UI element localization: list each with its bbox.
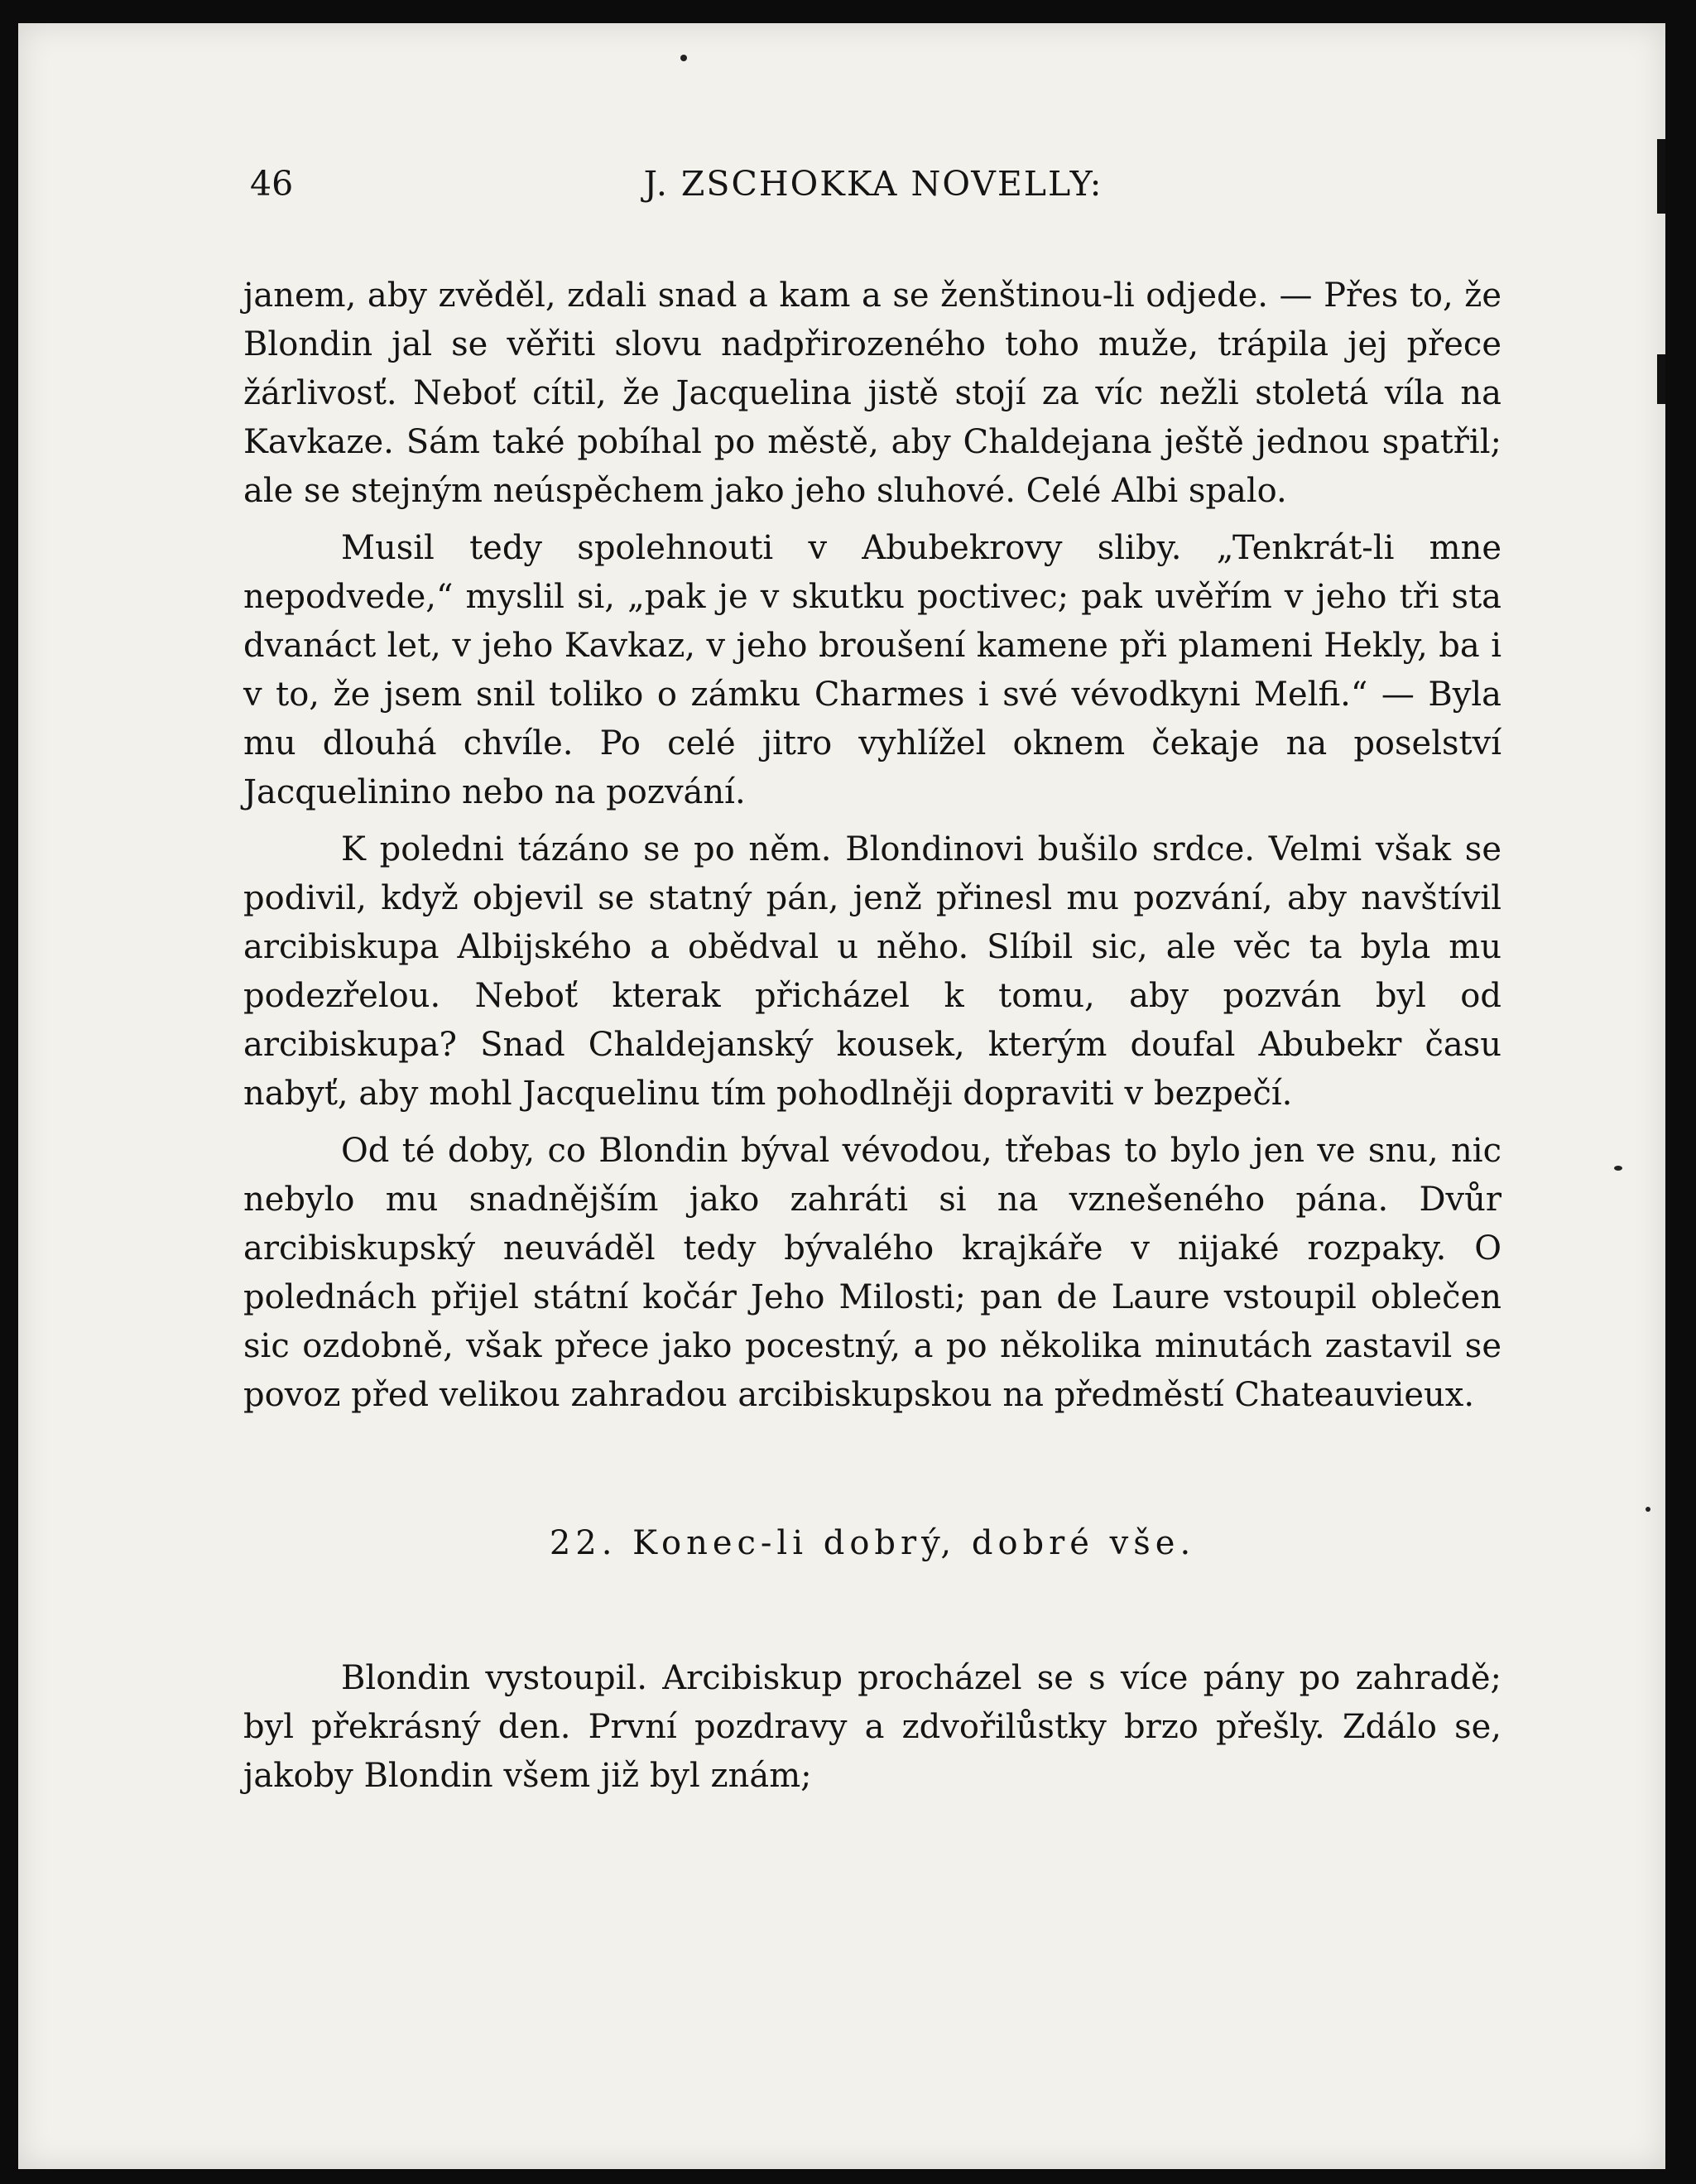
running-title: J. ZSCHOKKA NOVELLY:: [643, 164, 1103, 204]
paragraph: K poledni tázáno se po něm. Blondinovi bušilo srdce. Velmi však se podivil, když objevil se statný pán, jenž přinesl mu pozvání, aby navštívil arcibiskupa Albijského a obědval u něho. Slíbil sic, ale věc ta byla mu podezřelou. Neboť kterak přicházel k tomu, aby pozván byl od arcibiskupa? Snad Chaldejanský kousek, kterým doufal Abubekr času nabyť, aby mohl Jacquelinu tím pohodlněji dopraviti v bezpečí.: [243, 830, 1501, 1113]
print-speck: [680, 55, 687, 61]
book-page: [18, 23, 1665, 2169]
print-speck: [1614, 1166, 1622, 1171]
paragraph: Od té doby, co Blondin býval vévodou, třebas to bylo jen ve snu, nic nebylo mu snadnějším jako zahráti si na vznešeného pána. Dvůr arcibiskupský neuváděl tedy bývalého krajkáře v nijaké rozpaky. O polednách přijel státní kočár Jeho Milosti; pan de Laure vstoupil oblečen sic ozdobně, však přece jako pocestný, a po několika minutách zastavil se povoz před velikou zahradou arcibiskupskou na předměstí Chateauvieux.: [243, 1132, 1501, 1414]
page-number: 46: [250, 164, 294, 204]
paragraph: Musil tedy spolehnouti v Abubekrovy sliby. „Tenkrát-li mne nepodvede,“ myslil si, „pak je v skutku poctivec; pak uvěřím v jeho tři sta dvanáct let, v jeho Kavkaz, v jeho broušení kamene při plameni Hekly, ba i v to, že jsem snil toliko o zámku Charmes i své vévodkyni Melfi.“ — Byla mu dlouhá chvíle. Po celé jitro vyhlížel oknem čekaje na poselství Jacquelinino nebo na pozvání.: [243, 529, 1501, 811]
page-edge-mark: [1657, 354, 1665, 404]
print-speck: [1646, 1507, 1650, 1512]
chapter-heading: 22. Konec-li dobrý, dobré vše.: [549, 1524, 1196, 1562]
paragraph: janem, aby zvěděl, zdali snad a kam a se ženštinou-li odjede. — Přes to, že Blondin jal se věřiti slovu nadpřirozeného toho muže, trápila jej přece žárlivosť. Neboť cítil, že Jacquelina jistě stojí za víc nežli stoletá víla na Kavkaze. Sám také pobíhal po městě, aby Chaldejana ještě jednou spatřil; ale se stejným neúspěchem jako jeho sluhové. Celé Albi spalo.: [243, 277, 1501, 510]
paragraph: Blondin vystoupil. Arcibiskup procházel se s více pány po zahradě; byl překrásný den. První pozdravy a zdvořilůstky brzo přešly. Zdálo se, jakoby Blondin všem již byl znám;: [243, 1659, 1501, 1795]
body-text: [243, 272, 1501, 1801]
running-header: [232, 164, 1515, 214]
page-edge-mark: [1657, 139, 1665, 214]
